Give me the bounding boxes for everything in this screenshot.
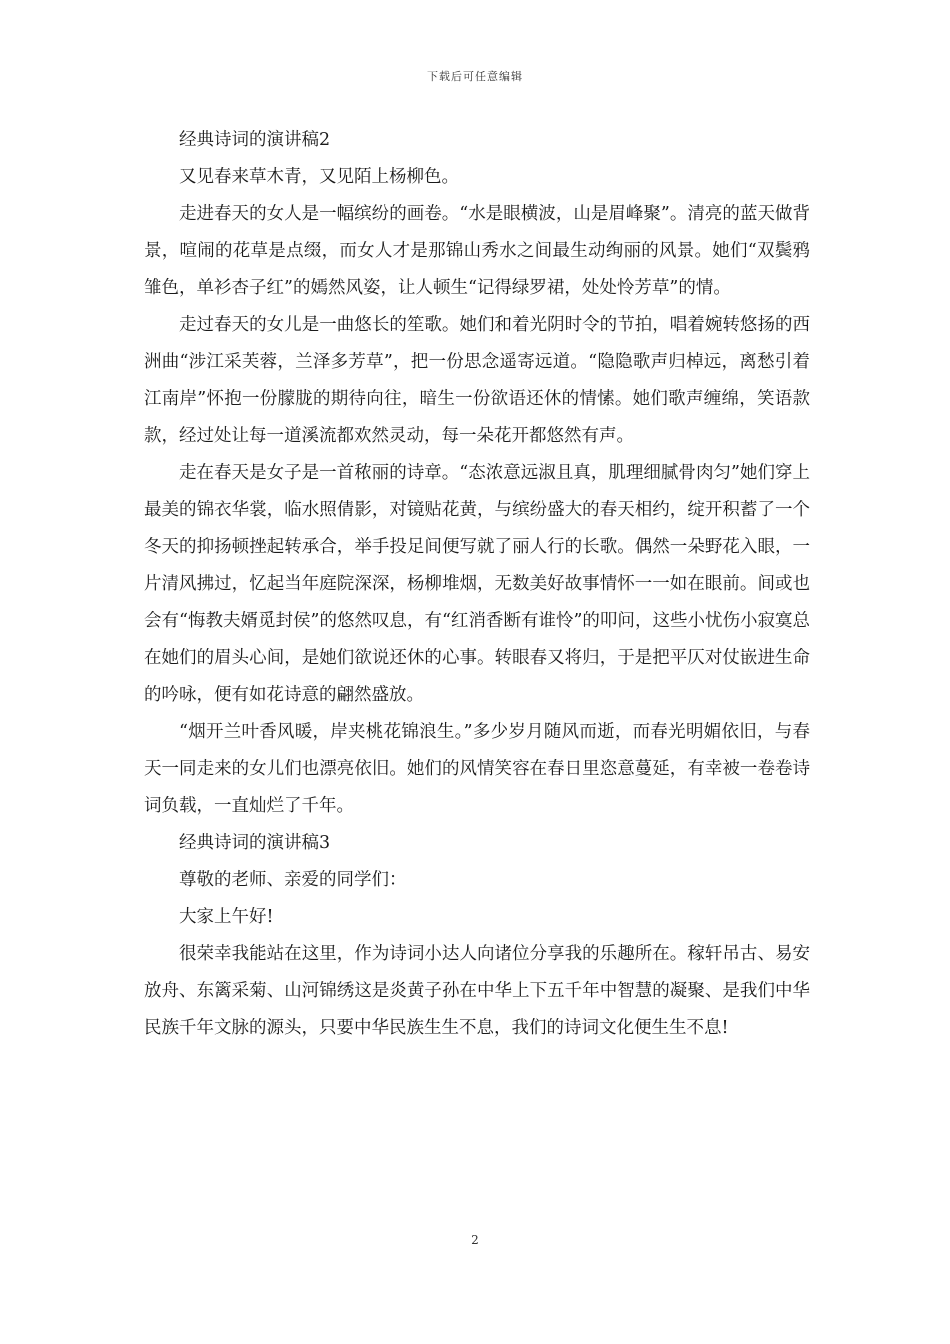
paragraph: “烟开兰叶香风暖，岸夹桃花锦浪生。”多少岁月随风而逝，而春光明媚依旧，与春天一同走来的女儿们也漂亮依旧。她们的风情笑容在春日里恣意蔓延，有幸被一卷卷诗词负载，一直灿烂了千年。: [144, 722, 810, 816]
paragraph: 又见春来草木青，又见陌上杨柳色。: [179, 167, 459, 187]
greeting: 大家上午好!: [179, 907, 274, 927]
paragraph: 走进春天的女人是一幅缤纷的画卷。“水是眼横波，山是眉峰聚”。清亮的蓝天做背景，喧闹的花草是点缀，而女人才是那锦山秀水之间最生动绚丽的风景。她们“双鬓鸦雏色，单衫杏子红”的嫣然风姿，让人顿生“记得绿罗裙，处处怜芳草”的情。: [144, 204, 810, 298]
paragraph: 走在春天是女子是一首秾丽的诗章。“态浓意远淑且真，肌理细腻骨肉匀”她们穿上最美的锦衣华裳，临水照倩影，对镜贴花黄，与缤纷盛大的春天相约，绽开积蓄了一个冬天的抑扬顿挫起转承合，举手投足间便写就了丽人行的长歌。偶然一朵野花入眼，一片清风拂过，忆起当年庭院深深，杨柳堆烟，无数美好故事情怀一一如在眼前。间或也会有“悔教夫婿觅封侯”的悠然叹息，有“红消香断有谁怜”的叩问，这些小忧伤小寂寞总在她们的眉头心间，是她们欲说还休的心事。转眼春又将归，于是把平仄对仗嵌进生命的吟咏，便有如花诗意的翩然盛放。: [144, 463, 810, 705]
paragraph: 很荣幸我能站在这里，作为诗词小达人向诸位分享我的乐趣所在。稼轩吊古、易安放舟、东篱采菊、山河锦绣这是炎黄子孙在中华上下五千年中智慧的凝聚、是我们中华民族千年文脉的源头，只要中华民族生生不息，我们的诗词文化便生生不息!: [144, 944, 810, 1038]
section-title: 经典诗词的演讲稿3: [179, 833, 331, 853]
document-body: [144, 122, 810, 1047]
page-number: 2: [471, 1233, 479, 1247]
page-header: 下载后可任意编辑: [427, 70, 523, 83]
salutation: 尊敬的老师、亲爱的同学们：: [179, 870, 407, 890]
paragraph: 走过春天的女儿是一曲悠长的笙歌。她们和着光阴时令的节拍，唱着婉转悠扬的西洲曲“涉江采芙蓉，兰泽多芳草”，把一份思念遥寄远道。“隐隐歌声归棹远，离愁引着江南岸”怀抱一份朦胧的期待向往，暗生一份欲语还休的情愫。她们歌声缠绵，笑语款款，经过处让每一道溪流都欢然灵动，每一朵花开都悠然有声。: [144, 315, 810, 446]
section-title: 经典诗词的演讲稿2: [179, 130, 331, 150]
